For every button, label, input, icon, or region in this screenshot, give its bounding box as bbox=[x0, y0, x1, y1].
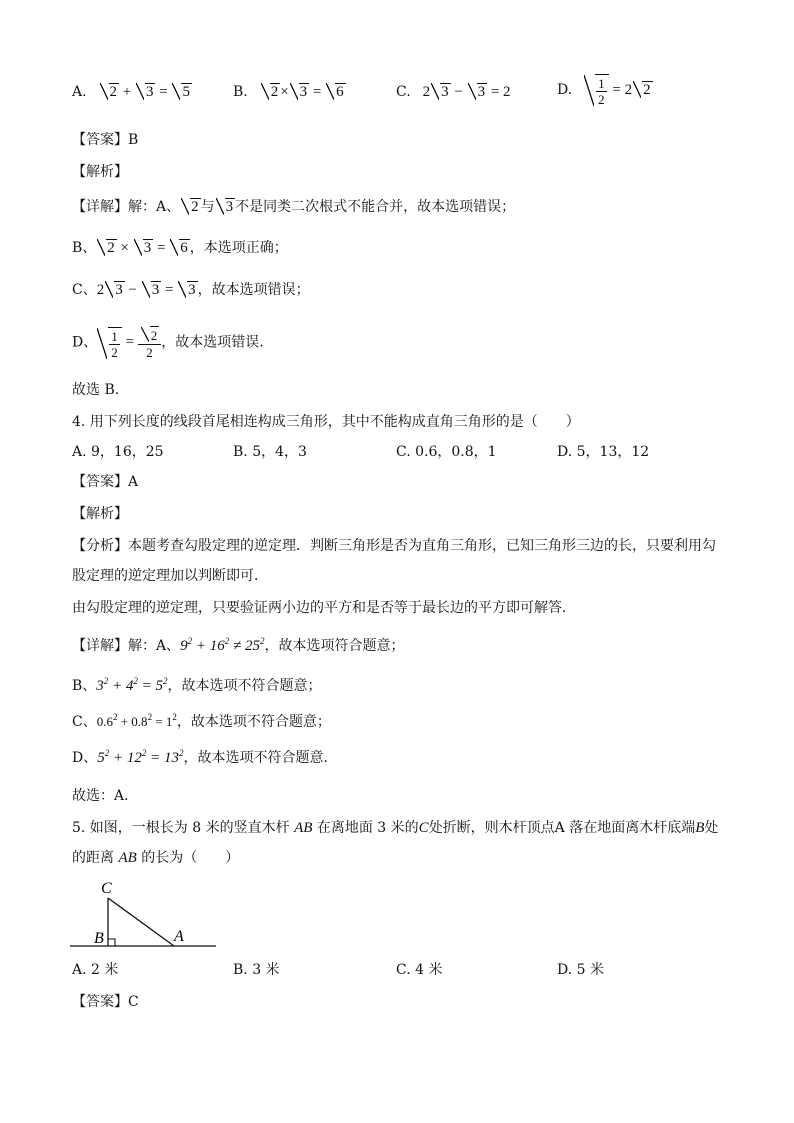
q3-detail-b bbox=[72, 238, 288, 258]
math-expression: $0.6^2 + 0.8^2 = 1^2$ bbox=[96, 712, 177, 729]
text: 【详解】解：A、 bbox=[72, 638, 181, 654]
text: D、 bbox=[72, 334, 98, 351]
option-letter: B. bbox=[233, 84, 248, 100]
q3-option-d bbox=[557, 74, 653, 107]
label-c: C bbox=[101, 880, 112, 897]
text: 与 bbox=[200, 199, 215, 215]
q4-option-c: C. 0.6，0.8，1 bbox=[396, 444, 497, 460]
text: ，故本选项错误； bbox=[197, 282, 310, 298]
math-expression: 2 bbox=[180, 199, 201, 215]
option-letter: A. bbox=[72, 84, 87, 100]
q3-answer: 【答案】B bbox=[72, 132, 139, 148]
math-expression: 2 × 3 = 6 bbox=[96, 240, 189, 256]
text: ，故本选项错误. bbox=[161, 334, 264, 351]
right-angle-mark bbox=[108, 939, 115, 946]
math-expression: $\frac{1}{2}$ = $\frac{2}{2}$ bbox=[97, 334, 161, 350]
option-letter: C. bbox=[396, 84, 411, 100]
q3-analysis-heading: 【解析】 bbox=[72, 164, 128, 180]
text: 5. 如图，一根长为 8 米的竖直木杆 bbox=[72, 820, 290, 836]
q4-detail-b bbox=[72, 676, 322, 696]
math-expression: $3^2 + 4^2 = 5^2$ bbox=[96, 676, 168, 694]
q4-conclusion: 故选：A． bbox=[72, 788, 139, 804]
text: B、 bbox=[72, 240, 97, 256]
text: 处折断，则木杆顶点A 落在地面离木杆底端 bbox=[428, 820, 696, 836]
q5-stem-line-2 bbox=[72, 848, 239, 868]
q4-fenxi-line-2: 股定理的逆定理加以判断即可． bbox=[72, 568, 268, 584]
math-expression: 2 + 3 = 5 bbox=[91, 84, 192, 100]
text: ，故本选项不符合题意． bbox=[183, 750, 338, 766]
text: C、 bbox=[72, 282, 97, 298]
q5-option-a: A. 2 米 bbox=[72, 962, 119, 978]
text: 处 bbox=[704, 820, 719, 836]
math-var: AB bbox=[118, 850, 137, 866]
q4-option-b: B. 5，4，3 bbox=[233, 444, 307, 460]
text: ，故本选项不符合题意； bbox=[176, 714, 331, 730]
q3-detail-c bbox=[72, 280, 310, 300]
text: 在离地面 3 米的 bbox=[316, 820, 419, 836]
q4-option-a: A. 9，16，25 bbox=[72, 444, 164, 460]
q4-fenxi-line-1: 【分析】本题考查勾股定理的逆定理．判断三角形是否为直角三角形，已知三角形三边的长，只要利用勾 bbox=[72, 538, 716, 554]
math-expression: $\frac{1}{2}$ = 2 2 bbox=[577, 82, 653, 98]
q4-fenxi-line-3: 由勾股定理的逆定理，只要验证两小边的平方和是否等于最长边的平方即可解答． bbox=[72, 600, 576, 616]
q4-option-d: D. 5，13，12 bbox=[557, 444, 650, 460]
q3-option-c bbox=[396, 82, 511, 102]
math-expression: 3 bbox=[215, 199, 236, 215]
q4-answer: 【答案】A bbox=[72, 474, 139, 490]
q3-conclusion: 故选 B. bbox=[72, 382, 120, 398]
q4-detail-c bbox=[72, 712, 331, 732]
label-b: B bbox=[94, 930, 104, 947]
q4-detail-d bbox=[72, 748, 337, 768]
text: 不是同类二次根式不能合并，故本选项错误； bbox=[235, 199, 516, 215]
q3-detail-a bbox=[72, 197, 515, 217]
text: ，故本选项不符合题意； bbox=[167, 678, 322, 694]
q5-figure bbox=[66, 874, 226, 954]
q5-stem-line-1 bbox=[72, 818, 718, 838]
math-var: AB bbox=[294, 820, 313, 836]
q3-detail-d bbox=[72, 326, 264, 360]
math-expression: 2 × 3 = 6 bbox=[252, 84, 345, 100]
text: 的长为（ ） bbox=[141, 850, 240, 866]
math-var: B bbox=[695, 820, 705, 836]
q4-analysis-heading: 【解析】 bbox=[72, 506, 128, 522]
q5-option-b: B. 3 米 bbox=[233, 962, 280, 978]
q3-option-b bbox=[233, 82, 346, 102]
detail-tag: 【详解】 bbox=[72, 199, 128, 215]
q3-option-a bbox=[72, 82, 192, 102]
q4-stem: 4. 用下列长度的线段首尾相连构成三角形，其中不能构成直角三角形的是（ ） bbox=[72, 414, 580, 430]
segment-ca bbox=[108, 898, 174, 946]
label-a: A bbox=[174, 928, 184, 945]
math-expression: $9^2 + 16^2 \ne 25^2$ bbox=[180, 636, 265, 654]
math-var: C bbox=[418, 820, 429, 836]
math-expression: $5^2 + 12^2 = 13^2$ bbox=[97, 748, 184, 766]
q4-detail-a bbox=[72, 636, 404, 656]
text: D、 bbox=[72, 750, 98, 766]
text: B、 bbox=[72, 678, 97, 694]
text: 解：A、 bbox=[128, 199, 181, 215]
option-letter: D. bbox=[557, 81, 573, 98]
math-expression: 2 3 − 3 = 3 bbox=[96, 282, 196, 298]
text: C、 bbox=[72, 714, 97, 730]
q5-option-d: D. 5 米 bbox=[557, 962, 604, 978]
q5-answer: 【答案】C bbox=[72, 994, 139, 1010]
text: 的距离 bbox=[72, 850, 114, 866]
q5-option-c: C. 4 米 bbox=[396, 962, 443, 978]
math-expression: 2 3 − 3 = 2 bbox=[415, 84, 511, 100]
text: ，本选项正确； bbox=[189, 240, 288, 256]
text: ，故本选项符合题意； bbox=[264, 638, 405, 654]
